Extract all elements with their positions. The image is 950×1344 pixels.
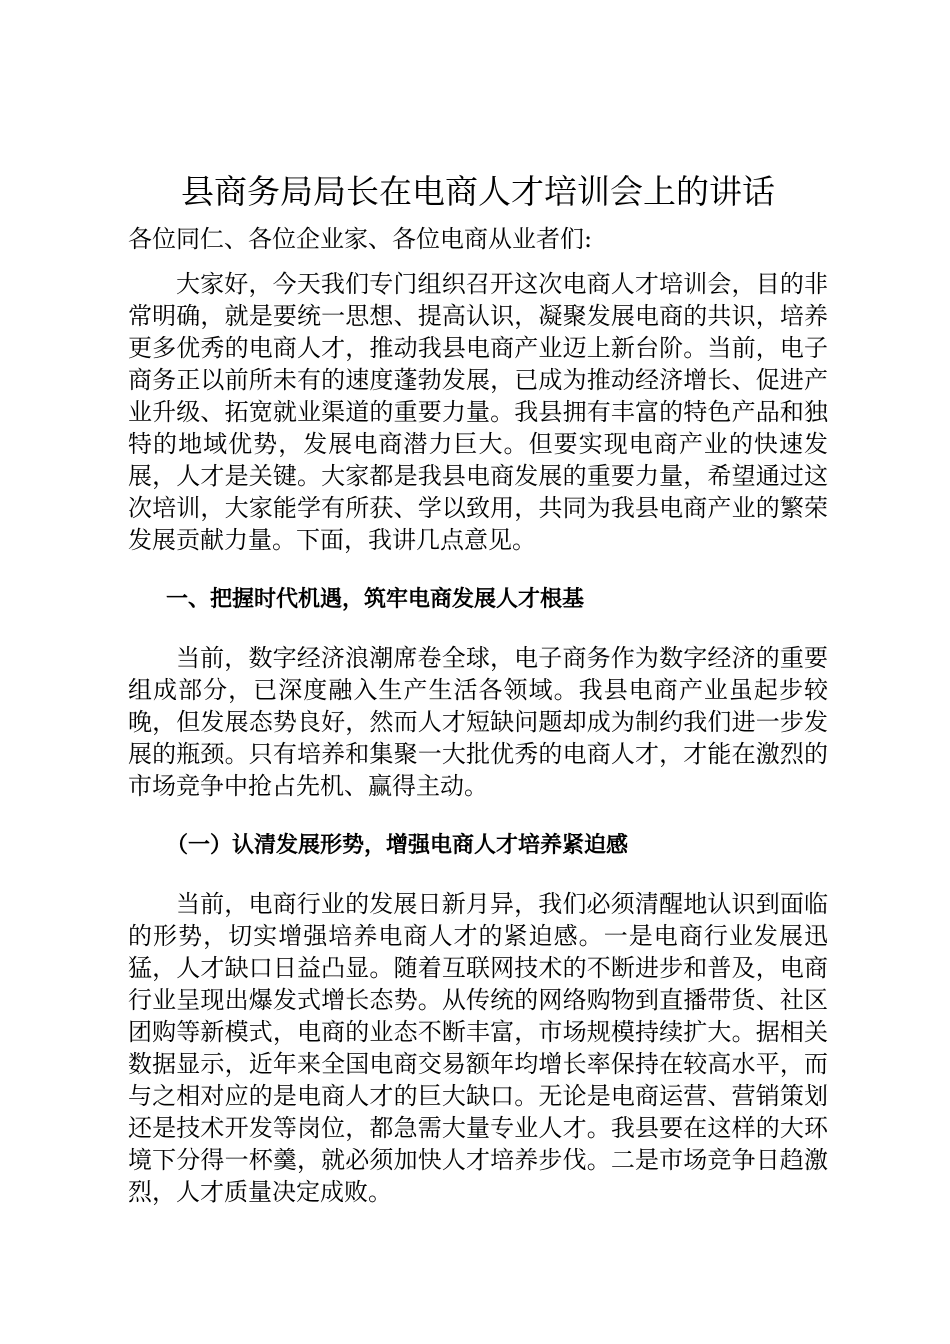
document-title: 县商务局局长在电商人才培训会上的讲话 <box>181 172 775 211</box>
document-page <box>128 168 828 1208</box>
subsection-1-paragraph: 当前，电商行业的发展日新月异，我们必须清醒地认识到面临的形势，切实增强培养电商人才的紧迫感。一是电商行业发展迅猛，人才缺口日益凸显。随着互联网技术的不断进步和普及，电商行业呈现出爆发式增长态势。从传统的网络购物到直播带货、社区团购等新模式，电商的业态不断丰富，市场规模持续扩大。据相关数据显示，近年来全国电商交易额年均增长率保持在较高水平，而与之相对应的是电商人才的巨大缺口。无论是电商运营、营销策划还是技术开发等岗位，都急需大量专业人才。我县要在这样的大环境下分得一杯羹，就必须加快人才培养步伐。二是市场竞争日趋激烈，人才质量决定成败。 <box>128 890 828 1206</box>
subsection-heading-1: （一）认清发展形势，增强电商人才培养紧迫感 <box>166 833 629 858</box>
section-heading-1: 一、把握时代机遇，筑牢电商发展人才根基 <box>166 587 585 612</box>
salutation: 各位同仁、各位企业家、各位电商从业者们: <box>128 225 593 253</box>
section-1-paragraph: 当前，数字经济浪潮席卷全球，电子商务作为数字经济的重要组成部分，已深度融入生产生活各领域。我县电商产业虽起步较晚，但发展态势良好，然而人才短缺问题却成为制约我们进一步发展的瓶颈。只有培养和集聚一大批优秀的电商人才，才能在激烈的市场竞争中抢占先机、赢得主动。 <box>128 644 828 800</box>
intro-paragraph: 大家好，今天我们专门组织召开这次电商人才培训会，目的非常明确，就是要统一思想、提高认识，凝聚发展电商的共识，培养更多优秀的电商人才，推动我县电商产业迈上新台阶。当前，电子商务正以前所未有的速度蓬勃发展，已成为推动经济增长、促进产业升级、拓宽就业渠道的重要力量。我县拥有丰富的特色产品和独特的地域优势，发展电商潜力巨大。但要实现电商产业的快速发展，人才是关键。大家都是我县电商发展的重要力量，希望通过这次培训，大家能学有所获、学以致用，共同为我县电商产业的繁荣发展贡献力量。下面，我讲几点意见。 <box>128 270 828 554</box>
